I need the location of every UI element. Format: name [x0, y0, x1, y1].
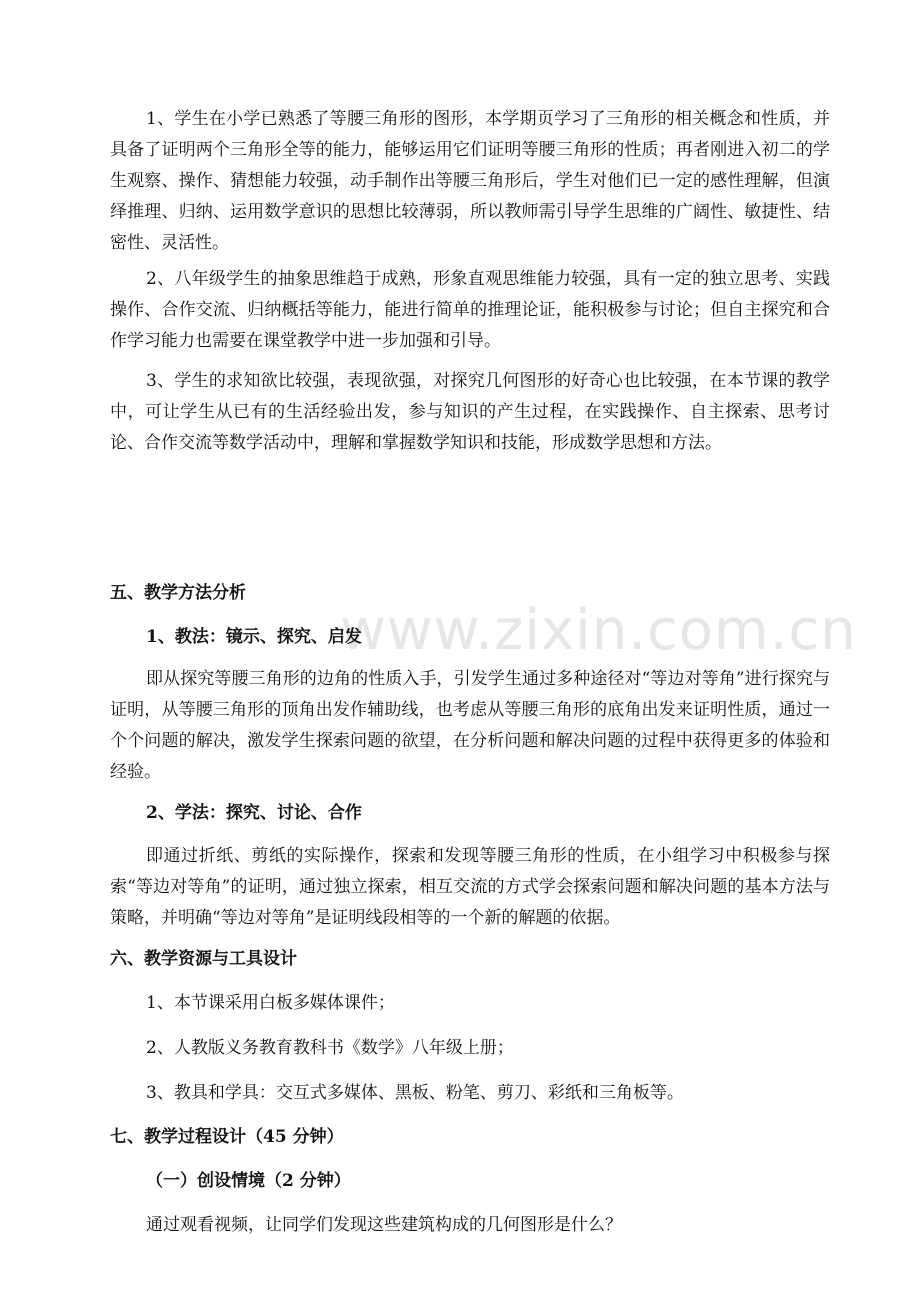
paragraph-student-analysis-1: 1、学生在小学已熟悉了等腰三角形的图形，本学期页学习了三角形的相关概念和性质，并具备了证明两个三角形全等的能力，能够运用它们证明等腰三角形的性质；再者刚进入初二的学生观察、操作、猜想能力较强，动手制作出等腰三角形后，学生对他们已一定的感性理解，但演绎推理、归纳、运用数学意识的思想比较薄弱，所以教师需引导学生思维的广阔性、敏捷性、结密性、灵活性。 [110, 109, 830, 253]
heading-teaching-methods: 五、教学方法分析 [110, 583, 246, 603]
subheading-teaching-method: 1、教法：镜示、探究、启发 [146, 627, 362, 647]
paragraph-learning-method: 即通过折纸、剪纸的实际操作，探索和发现等腰三角形的性质，在小组学习中积极参与探索“等边对等角”的证明，通过独立探索，相互交流的方式学会探索问题和解决问题的基本方法与策略，并明确“等边对等角”是证明线段相等的一个新的解题的依据。 [110, 846, 830, 928]
paragraph-teaching-method: 即从探究等腰三角形的边角的性质入手，引发学生通过多种途径对“等边对等角”进行探究与证明，从等腰三角形的顶角出发作辅助线，也考虑从等腰三角形的底角出发来证明性质，通过一个个问题的解决，激发学生探索问题的欲望，在分析问题和解决问题的过程中获得更多的体验和经验。 [110, 669, 830, 782]
list-item-resource-2: 2、人教版义务教育教科书《数学》八年级上册； [146, 1038, 514, 1058]
subheading-learning-method: 2、学法：探究、讨论、合作 [146, 803, 362, 823]
paragraph-student-analysis-2: 2、八年级学生的抽象思维趋于成熟，形象直观思维能力较强，具有一定的独立思考、实践操作、合作交流、归纳概括等能力，能进行简单的推理论证，能积极参与讨论；但自主探究和合作学习能力也需要在课堂教学中进一步加强和引导。 [110, 269, 830, 351]
list-item-resource-1: 1、本节课采用白板多媒体课件； [146, 993, 395, 1013]
heading-teaching-process: 七、教学过程设计（45 分钟） [110, 1127, 344, 1147]
heading-resources-tools: 六、教学资源与工具设计 [110, 949, 297, 969]
paragraph-create-scenario: 通过观看视频，让同学们发现这些建筑构成的几何图形是什么？ [146, 1215, 622, 1235]
subheading-create-scenario: （一）创设情境（2 分钟） [146, 1171, 351, 1191]
watermark: www.zixin.com.cn [340, 598, 857, 663]
paragraph-student-analysis-3: 3、学生的求知欲比较强，表现欲强，对探究几何图形的好奇心也比较强，在本节课的教学中，可让学生从已有的生活经验出发，参与知识的产生过程，在实践操作、自主探索、思考讨论、合作交流等数学活动中，理解和掌握数学知识和技能，形成数学思想和方法。 [110, 371, 830, 453]
list-item-resource-3: 3、教具和学具：交互式多媒体、黑板、粉笔、剪刀、彩纸和三角板等。 [146, 1083, 684, 1103]
